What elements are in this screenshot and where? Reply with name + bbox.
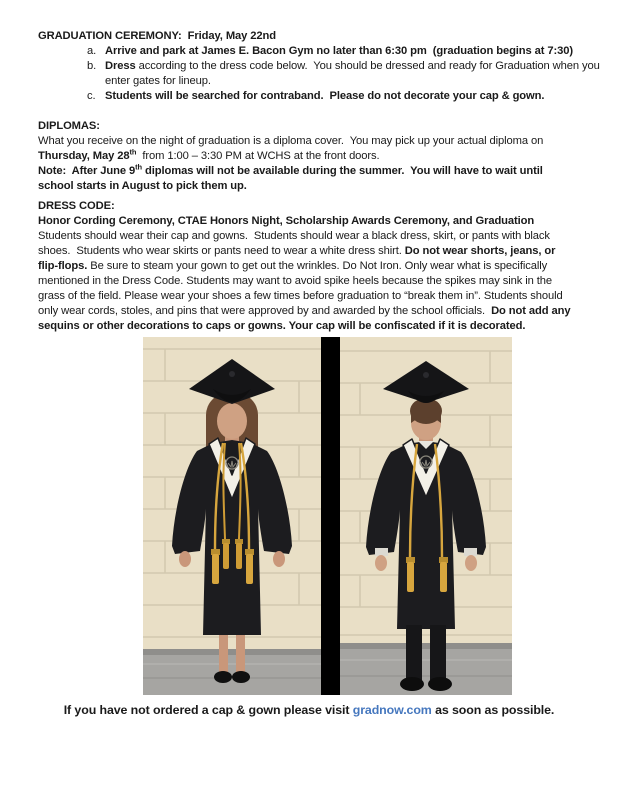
dress-code-line-5: mentioned in the Dress Code. Students may want to avoid spike heels because the spikes may sink in the [38, 275, 553, 287]
dress-code-line-3-reg: shoes. Students who wear skirts or pants need to wear a white dress shirt. [38, 245, 405, 257]
caption-post-text: as soon as possible. [431, 703, 555, 717]
dress-code-line-4-bold: flip-flops. [38, 260, 88, 272]
dress-code-subheading: Honor Cording Ceremony, CTAE Honors Night, Scholarship Awards Ceremony, and Graduation [38, 215, 535, 227]
ceremony-heading: GRADUATION CEREMONY: Friday, May 22nd [38, 30, 276, 42]
list-item-a [38, 44, 618, 59]
document-body [0, 0, 618, 334]
section-dress-code [38, 199, 618, 334]
list-item-c-text: Students will be searched for contraband. Please do not decorate your cap & gown. [105, 90, 545, 102]
dress-code-heading: DRESS CODE: [38, 200, 115, 212]
list-item-b [38, 59, 618, 74]
list-marker-b: b. [87, 60, 97, 72]
diplomas-note-post: diplomas will not be available during the summer. You will have to wait until [142, 165, 543, 177]
photo-male-graduate [340, 337, 512, 695]
photo-divider [321, 337, 340, 695]
dress-code-line-6: grass of the field. Please wear your shoes a few times before graduation to “break them in”. Students should [38, 290, 563, 302]
diplomas-date-suffix: th [129, 147, 137, 157]
photo-female-graduate [143, 337, 321, 695]
diplomas-note-line-2: school starts in August to pick them up. [38, 180, 247, 192]
diplomas-note-suffix: th [135, 162, 143, 172]
dress-code-line-4-reg: Be sure to steam your gown to get out the wrinkles. Do Not Iron. Only wear what is specifically [87, 260, 548, 272]
dress-code-line-7-bold: Do not add any [491, 305, 571, 317]
dress-code-line-3-bold: Do not wear shorts, jeans, or [404, 245, 556, 257]
caption-pre-text: If you have not ordered a cap & gown please visit [63, 703, 353, 717]
dress-code-line-7 [38, 304, 618, 319]
graduation-photos [143, 337, 618, 695]
list-marker-a: a. [87, 45, 97, 57]
list-item-b-continuation: enter gates for lineup. [105, 75, 211, 87]
diplomas-date: Thursday, May 28 [38, 150, 130, 162]
diplomas-note-line-1 [38, 164, 618, 179]
list-item-b-rest: according to the dress code below. You should be dressed and ready for Graduation when you [135, 60, 600, 72]
list-item-c [38, 89, 618, 104]
section-ceremony [38, 29, 618, 104]
diplomas-heading: DIPLOMAS: [38, 120, 100, 132]
footer-caption [0, 702, 618, 718]
dress-code-line-7-reg: only wear cords, stoles, and pins that were approved by and awarded by the school officials. [38, 305, 492, 317]
list-item-a-text: Arrive and park at James E. Bacon Gym no later than 6:30 pm (graduation begins at 7:30) [105, 45, 574, 57]
dress-code-line-3 [38, 244, 618, 259]
dress-code-line-2: Students should wear their cap and gowns. Students should wear a black dress, skirt, or pants with black [38, 230, 550, 242]
dress-code-line-4 [38, 259, 618, 274]
section-diplomas [38, 119, 618, 194]
dress-code-line-8: sequins or other decorations to caps or gowns. Your cap will be confiscated if it is decorated. [38, 320, 526, 332]
list-marker-c: c. [87, 90, 96, 102]
gradnow-link[interactable]: gradnow.com [352, 703, 432, 717]
list-item-b-bold: Dress [105, 60, 136, 72]
diplomas-line-2-rest: from 1:00 – 3:30 PM at WCHS at the front doors. [136, 150, 380, 162]
diplomas-line-2 [38, 149, 618, 164]
diplomas-line-1: What you receive on the night of graduation is a diploma cover. You may pick up your actual diploma on [38, 135, 544, 147]
diplomas-note-pre: Note: After June 9 [38, 165, 136, 177]
